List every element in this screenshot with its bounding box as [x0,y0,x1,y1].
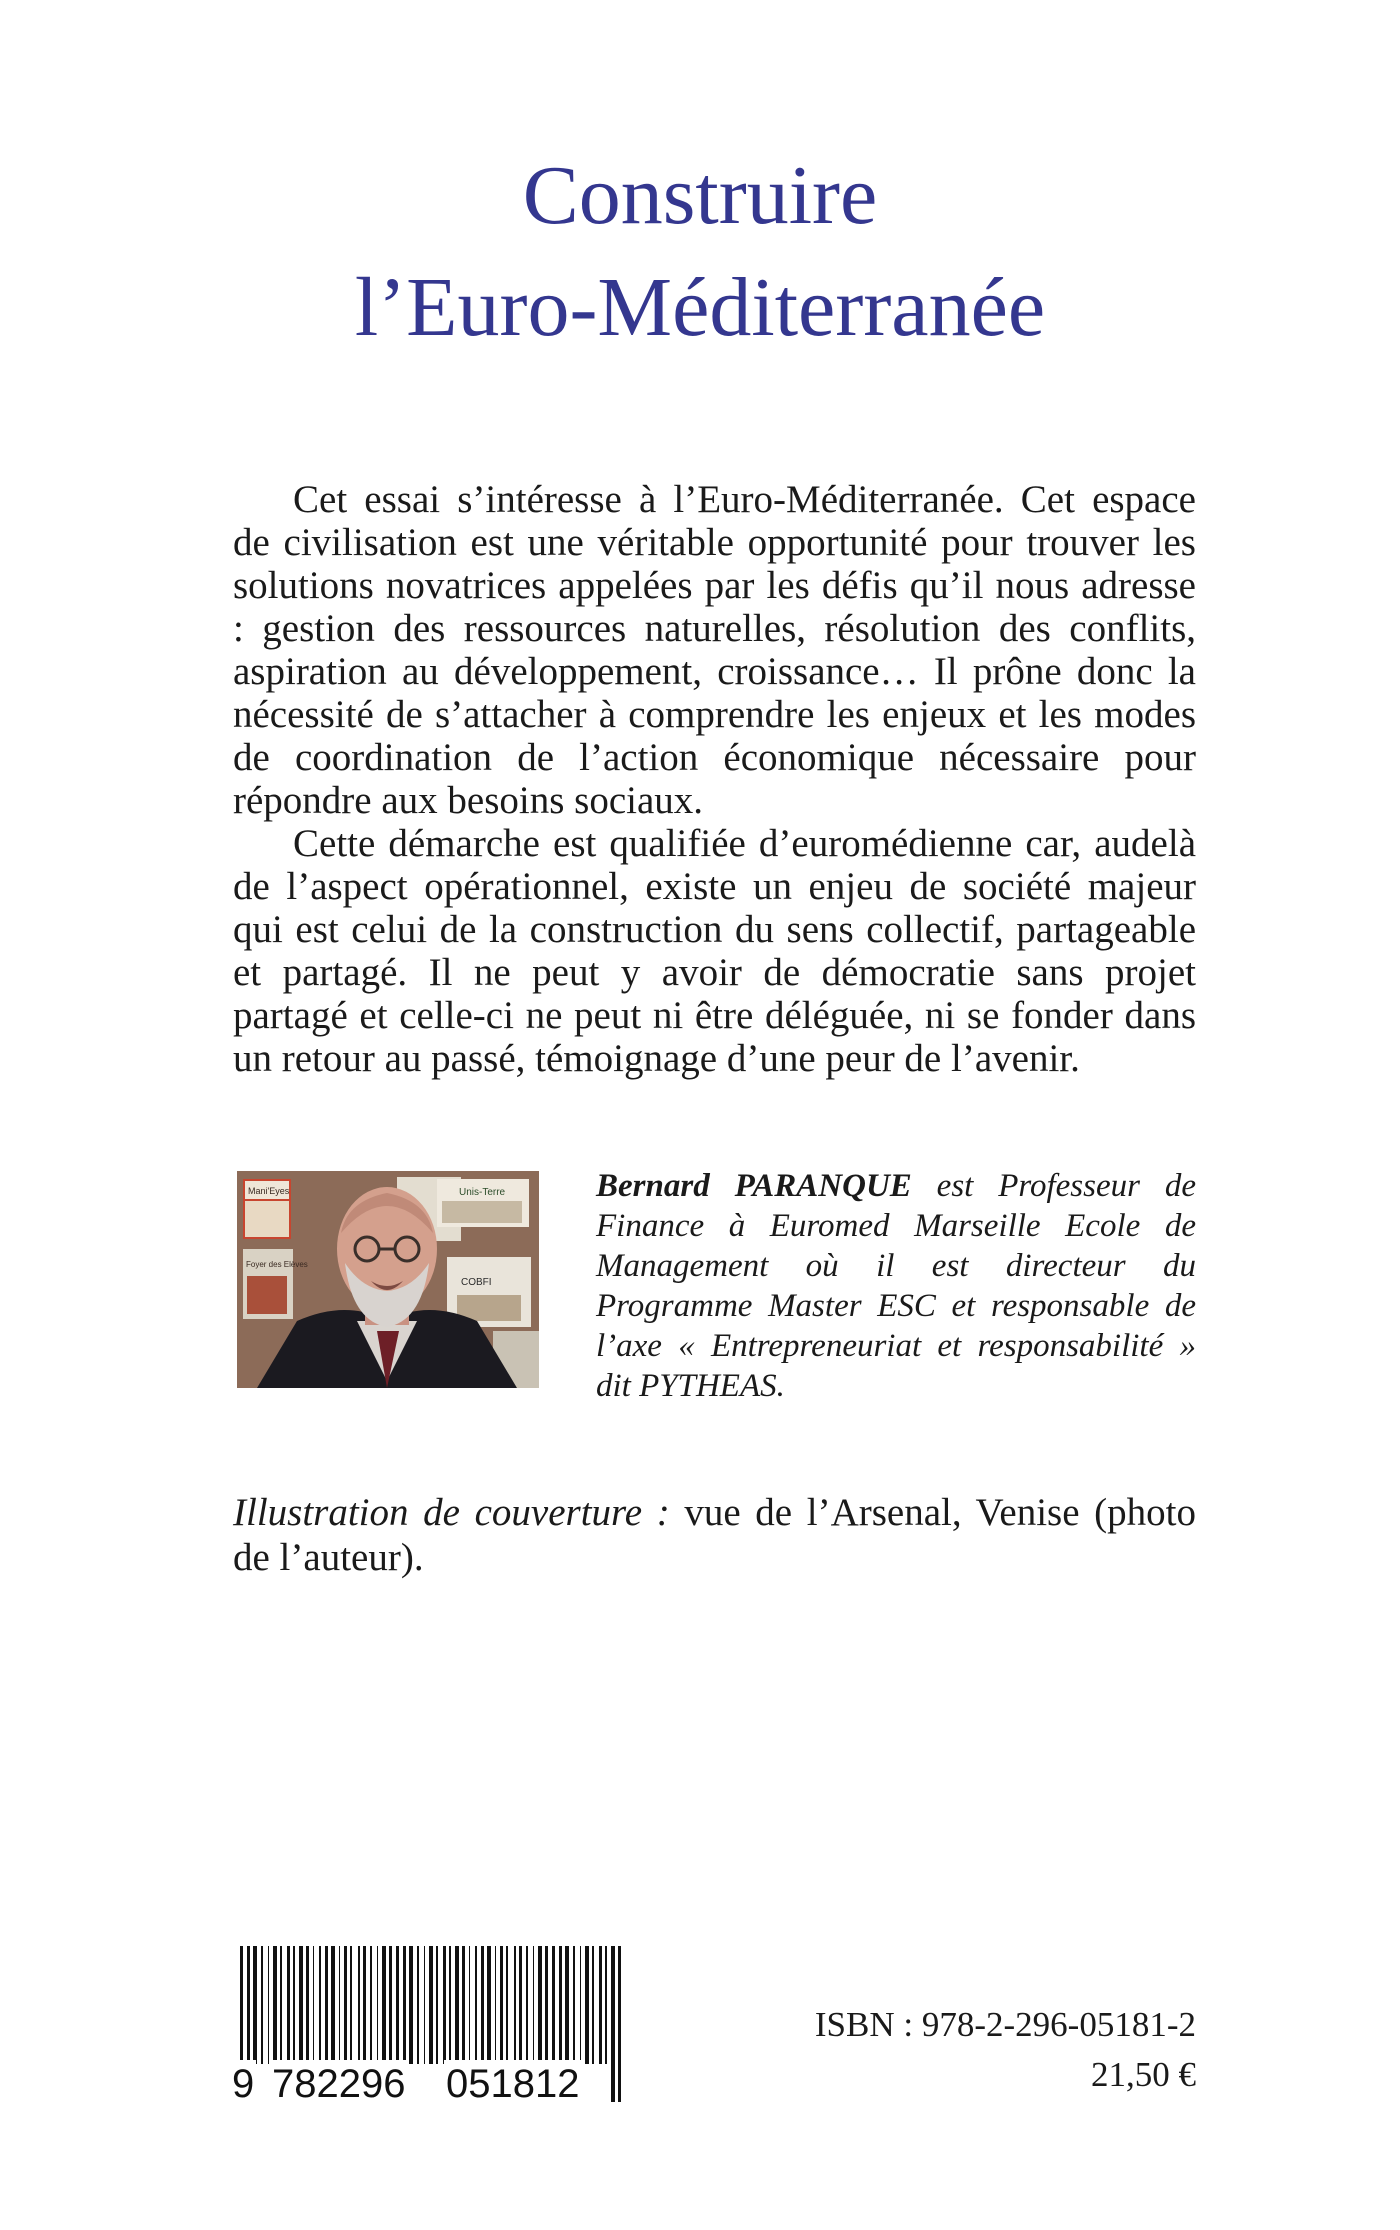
photo-sign-1: Mani'Eyes [248,1186,290,1196]
title-line-2: l’Euro-Méditerranée [354,261,1046,354]
barcode-bar [605,1946,607,2064]
price: 21,50 € [1091,2055,1196,2094]
barcode-bar [455,1946,459,2064]
isbn-number: ISBN : 978-2-296-05181-2 [814,2005,1196,2044]
barcode-bar [449,1946,451,2064]
barcode-digits-right: 051812 [446,2062,580,2106]
barcode-digits-left: 782296 [272,2062,406,2106]
author-bio [596,1166,1196,1406]
barcode-bar [313,1946,314,2064]
barcode-bar [559,1946,562,2064]
photo-sign-3: Foyer des Elèves [246,1260,308,1269]
barcode-bar [526,1946,528,2064]
barcode-bar [358,1946,360,2064]
barcode-bar [475,1946,477,2064]
barcode-bar [545,1946,548,2064]
barcode-bar [443,1946,446,2064]
barcode-bar [403,1946,406,2064]
barcode-bar [417,1946,419,2064]
barcode-digits [230,2060,630,2108]
barcode-bar [396,1946,399,2064]
barcode-bar [436,1946,438,2064]
barcode-bar [299,1946,303,2064]
barcode-bar [261,1946,263,2064]
barcode-bar [268,1946,269,2064]
barcode-bar [253,1946,257,2064]
photo-sign-2: Unis-Terre [459,1187,506,1198]
author-bio-text: est Professeur de Finance à Euromed Marseille Ecole de Management où il est directeur du Programme Master ESC et responsable de l’axe « Entrepreneuriat et responsabilité » dit PYTHEAS. [596,1168,1196,1404]
book-title [0,140,1400,364]
title-line-1: Construire [522,149,878,242]
author-name: Bernard PARANQUE [596,1168,912,1204]
barcode-bar [363,1946,366,2064]
barcode-bar [344,1946,347,2064]
barcode-bar [424,1946,425,2064]
barcode-bar [339,1946,340,2064]
barcode-bar [580,1946,581,2064]
barcode-bar [500,1946,503,2064]
barcode-bar [350,1946,352,2064]
barcode-bar [409,1946,413,2064]
summary-paragraph-1: Cet essai s’intéresse à l’Euro-Méditerranée. Cet espace de civilisation est une véritable opportunité pour trouver les solutions novatrices appelées par les défis qu’il nous adresse : gestion des ressources naturelles, résolution des conflits, aspiration au développement, croissance… Il prône donc la nécessité de s’attacher à comprendre les enjeux et les modes de coordination de l’action économique nécessaire pour répondre aux besoins sociaux. [233,478,1196,822]
barcode-bar [293,1946,295,2064]
barcode-bar [481,1946,484,2064]
photo-sign-4: COBFI [461,1277,492,1288]
barcode-bar [287,1946,290,2064]
barcode-bar [319,1946,321,2064]
isbn-block [815,2000,1196,2100]
barcode-bar [429,1946,433,2064]
barcode-bar [331,1946,335,2064]
cover-credit-label: Illustration de couverture : [233,1491,670,1534]
barcode-digit-prefix: 9 [232,2062,255,2106]
barcode-bar [469,1946,470,2064]
barcode-bar [565,1946,569,2064]
barcode-bar [533,1946,534,2064]
barcode-bar [370,1946,372,2064]
barcode-bar [514,1946,516,2064]
barcode-bar [592,1946,594,2064]
cover-credit-text: vue de l’Arsenal, Venise (photo de l’auteur). [233,1491,1196,1579]
barcode-bar [273,1946,277,2064]
barcode-bar [325,1946,328,2064]
barcode-bar [585,1946,589,2064]
barcode-bar [506,1946,508,2064]
cover-credit [233,1490,1196,1580]
barcode-bar [306,1946,309,2064]
barcode-bar [519,1946,522,2064]
barcode-bar [389,1946,392,2064]
barcode-bar [462,1946,465,2064]
barcode-bar [538,1946,542,2064]
barcode-bar [487,1946,491,2064]
barcode-bar [599,1946,602,2064]
barcode-bar [280,1946,282,2064]
barcode-bar [495,1946,496,2064]
barcode-bar [573,1946,575,2064]
barcode-bar [552,1946,555,2064]
author-photo [237,1171,539,1388]
summary-paragraph-2: Cette démarche est qualifiée d’euromédienne car, audelà de l’aspect opérationnel, existe un enjeu de société majeur qui est celui de la construction du sens collectif, partageable et partagé. Il ne peut y avoir de démocratie sans projet partagé et celle-ci ne peut ni être déléguée, ni se fonder dans un retour au passé, témoignage d’une peur de l’avenir. [233,822,1196,1080]
summary-text [233,478,1196,1080]
